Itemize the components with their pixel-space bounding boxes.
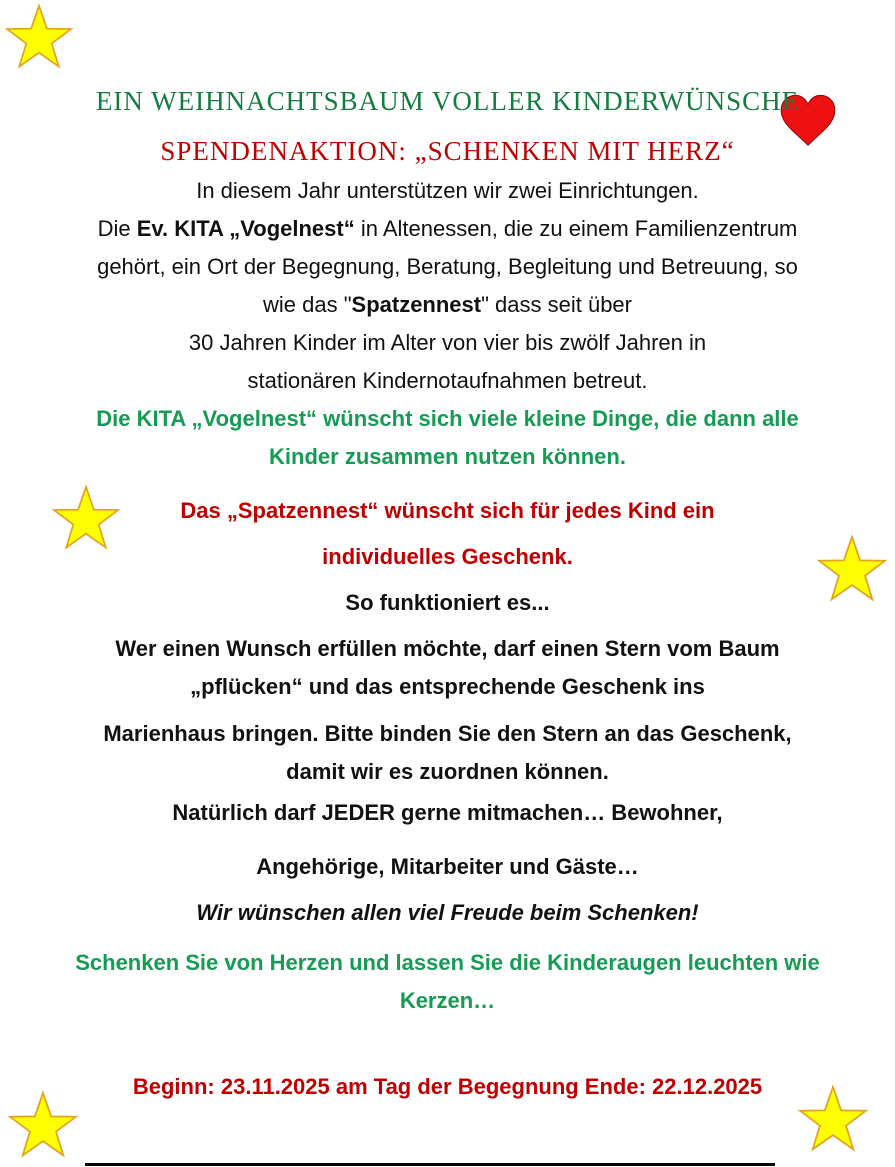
intro-line-4-post: " dass seit über xyxy=(481,292,632,317)
wish-statement-wrap xyxy=(0,894,895,932)
spatzennest-wish-line-1: Das „Spatzennest“ wünscht sich für jedes Kind ein xyxy=(180,498,715,523)
closing-line-1: Schenken Sie von Herzen und lassen Sie die Kinderaugen leuchten wie xyxy=(75,950,820,975)
spatzennest-wish-paragraph xyxy=(0,488,895,580)
participation-line-2: Angehörige, Mitarbeiter und Gäste… xyxy=(256,854,639,879)
intro-line-2 xyxy=(0,210,895,248)
intro-paragraph xyxy=(0,172,895,400)
participation-line-1-wrap xyxy=(0,794,895,832)
campaign-dates-wrap xyxy=(0,1068,895,1106)
vogelnest-wish-paragraph xyxy=(0,400,895,476)
intro-line-4-pre: wie das " xyxy=(263,292,352,317)
intro-line-4 xyxy=(0,286,895,324)
campaign-dates: Beginn: 23.11.2025 am Tag der Begegnung Ende: 22.12.2025 xyxy=(132,1074,763,1099)
intro-line-1: In diesem Jahr unterstützen wir zwei Einrichtungen. xyxy=(196,178,699,203)
how-p1-line-1: Wer einen Wunsch erfüllen möchte, darf einen Stern vom Baum xyxy=(115,636,780,661)
vogelnest-wish-line-2: Kinder zusammen nutzen können. xyxy=(269,444,626,469)
spatzennest-name: Spatzennest xyxy=(351,292,482,317)
how-it-works-heading-text: So funktioniert es... xyxy=(345,590,550,615)
kita-vogelnest-name: Ev. KITA „Vogelnest“ xyxy=(136,216,355,241)
participation-line-2-wrap xyxy=(0,848,895,886)
spatzennest-wish-line-2: individuelles Geschenk. xyxy=(322,544,573,569)
participation-line-1: Natürlich darf JEDER gerne mitmachen… Bewohner, xyxy=(172,800,723,825)
intro-line-6: stationären Kindernotaufnahmen betreut. xyxy=(247,368,648,393)
how-p1-line-2: „pflücken“ und das entsprechende Geschenk ins xyxy=(190,674,705,699)
how-p2-line-1: Marienhaus bringen. Bitte binden Sie den Stern an das Geschenk, xyxy=(103,721,792,746)
intro-line-5: 30 Jahren Kinder im Alter von vier bis zwölf Jahren in xyxy=(188,330,707,355)
intro-line-2-pre: Die xyxy=(97,216,137,241)
bottom-border-line xyxy=(85,1163,775,1166)
closing-paragraph xyxy=(0,944,895,1020)
page-title: EIN WEIHNACHTSBAUM VOLLER KINDERWÜNSCHE xyxy=(95,86,800,116)
closing-line-2: Kerzen… xyxy=(399,988,496,1013)
page-subtitle: SPENDENAKTION: „SCHENKEN MIT HERZ“ xyxy=(160,136,735,166)
how-it-works-paragraph-1 xyxy=(0,630,895,706)
how-it-works-paragraph-2 xyxy=(0,715,895,791)
intro-line-3: gehört, ein Ort der Begegnung, Beratung, Begleitung und Betreuung, so xyxy=(97,254,798,279)
how-p2-line-2: damit wir es zuordnen können. xyxy=(286,759,609,784)
wish-statement: Wir wünschen allen viel Freude beim Schenken! xyxy=(196,900,699,925)
vogelnest-wish-line-1: Die KITA „Vogelnest“ wünscht sich viele kleine Dinge, die dann alle xyxy=(96,406,799,431)
how-it-works-heading xyxy=(0,584,895,622)
intro-line-2-post: in Altenessen, die zu einem Familienzentrum xyxy=(354,216,798,241)
